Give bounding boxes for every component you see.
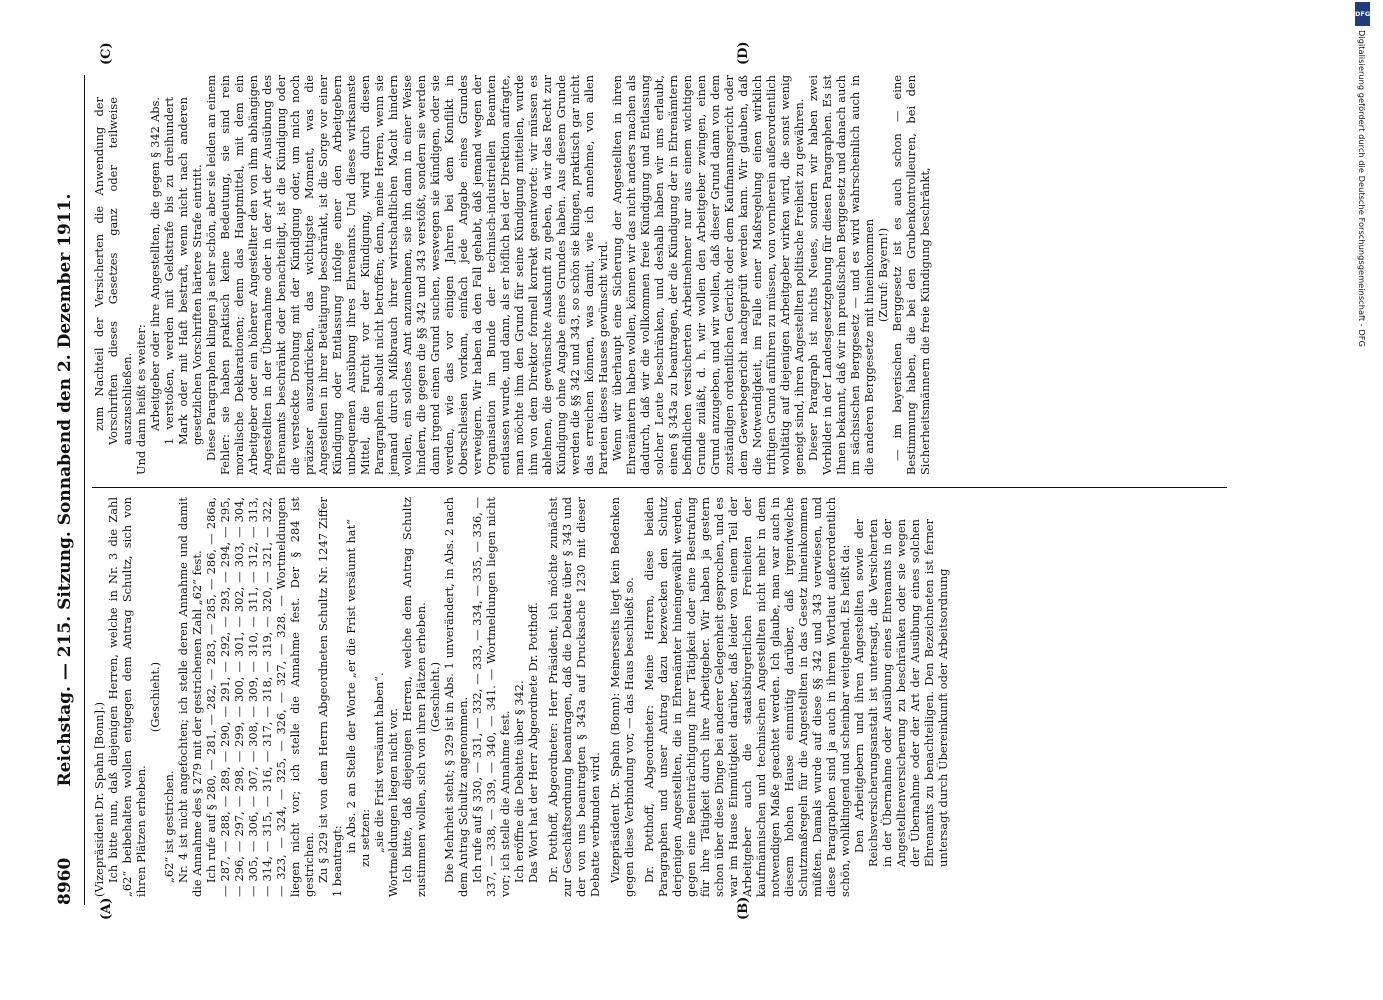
paragraph: „sie die Frist versäumt haben“. — [372, 672, 386, 853]
paragraph: Arbeitgeber oder ihre Angestellten, die gegen § 342 Abs. 1 verstoßen, werden mit Geldstrafe bis zu dreihundert Mark oder mit Haft bestraft, wenn nicht nach anderen gesetzlichen Vorschriften härtere Strafe eintritt. — [148, 97, 204, 445]
paragraph: Ich rufe auf § 330, — 331, — 332, — 333, — 334, — 335, — 336, — 337, — 338, — 339, — 340, — 341. — Wortmeldungen liegen nicht vor; ich stelle die Annahme fest. — [470, 497, 512, 897]
paragraph: Wortmeldungen liegen nicht vor. — [386, 708, 400, 897]
paragraph: Ich eröffne die Debatte über § 342. — [512, 680, 526, 883]
digitization-note-text: Digitalisierung gefördert durch die Deutsche Forschungsgemeinschaft - DFG — [1357, 30, 1367, 347]
dfg-logo: DFG — [1355, 2, 1370, 26]
paragraph: Dr. Potthoff, Abgeordneter: Meine Herren, diese beiden Paragraphen und unser Antrag dazu bezwecken den Schutz derjenigen Angestellten, die in Ehrenämter hineingewählt werden, gegen eine Beeinträchtigung ihrer Tätigkeit oder eine Bestrafung für ihre Tätigkeit durch ihre Arbeitgeber. Wir haben ja gestern schon über diese Dinge bei anderer Gelegenheit gesprochen, und es war im Hause Einmütigkeit darüber, daß leider von einem Teil der Arbeitgeber auch die staatsbürgerlichen Freiheiten der kaufmännischen und technischen Angestellten nicht mehr in dem notwendigen Maße geachtet werden. Ich glaube, man war auch in diesem hohen Hause einmütig darüber, daß irgendwelche Schutzmaßregeln für die Angestellten in das Gesetz hineinkommen müßten. Damals wurde auf diese §§ 342 und 343 verwiesen, und diese Paragraphen sind ja auch in ihrem Wortlaut außerordentlich schön, wohlklingend und scheinbar weitgehend. Es heißt da: — [642, 497, 852, 897]
paragraph: (Vizepräsident Dr. Spahn [Bonn].) — [92, 701, 106, 897]
paragraph: — im bayerischen Berggesetz ist es auch schon — eine Bestimmung haben, die bei den Grubenkontrolleuren, bei den Sicherheitsmännern die freie Kündigung beschränkt, — [890, 75, 932, 475]
running-title: Reichstag. — 215. Sitzung. Sonnabend den 2. Dezember 1911. — [55, 193, 75, 787]
paragraph: Ich bitte nun, daß diejenigen Herren, welche in Nr. 3 die Zahl „62“ beibehalten wollen entgegen dem Antrag Schultz, sich von ihren Plätzen erheben. — [106, 497, 148, 897]
paragraph: Vizepräsident Dr. Spahn (Bonn): Meinerseits liegt kein Bedenken gegen diese Verbindung vor, — das Haus beschließt so. — [608, 497, 636, 897]
paragraph: zum Nachteil der Versicherten die Anwendung der Vorschriften dieses Gesetzes ganz oder teilweise auszuschließen. — [92, 97, 134, 445]
margin-letter-a: (A) — [99, 897, 114, 920]
margin-letter-b: (B) — [736, 896, 751, 920]
paragraph: Nr. 4 ist nicht angefochten; ich stelle deren Annahme und damit die Annahme des § 279 mit der gestrichenen Zahl „62“ fest. — [176, 497, 204, 897]
digitization-note — [1355, 30, 1369, 970]
paragraph: „62“ ist gestrichen. — [162, 770, 176, 883]
paragraph: in Abs. 2 an Stelle der Worte „er die Frist versäumt hat“ zu setzen: — [344, 519, 372, 867]
paragraph: Ich rufe auf § 280, — 281, — 282, — 283, — 285, — 286, — 286a, — 287, — 288, — 289, — 290, — 291, — 292, — 293, — 294, — 295, — 296, — 297, — 298, — 299, — 300, — 301, — 302, — 303, — 304, — 305, — 306, — 307, — 308, — 309, — 310, — 311, — 312, — 313, — 314, — 315, — 316, — 317, — 318, — 319, — 320, — 321, — 322, — 323, — 324, — 325, — 326, — 327, — 328. — Wortmeldungen liegen nicht vor; ich stelle die Annahme fest. Der § 284 ist gestrichen. — [204, 497, 316, 897]
paragraph: Und dann heißt es weiter: — [134, 324, 148, 475]
paragraph: Ich bitte, daß diejenigen Herren, welche dem Antrag Schultz zustimmen wollen, sich von ihren Plätzen erheben. — [400, 497, 428, 897]
paragraph: Wenn wir überhaupt eine Sicherung der Angestellten in ihren Ehrenämtern haben wollen, können wir das nicht anders machen als dadurch, daß wir die vollkommen freie Kündigung und Entlassung solcher Leute beschränken, und deshalb haben wir uns erlaubt, einen § 343a zu beantragen, der die Kündigung der in Ehrenämtern befindlichen versicherten Arbeitnehmer nur aus einem wichtigen Grunde zuläßt, d. h. wir wollen den Arbeitgeber zwingen, einen Grund anzugeben, und wir wollen, daß dieser Grund dann von dem zuständigen ordentlichen Gericht oder dem Kaufmannsgericht oder dem Gewerbegericht nachgeprüft werden kann. Wir glauben, daß die Notwendigkeit, im Falle einer Maßregelung einen wirklich triftigen Grund anführen zu müssen, von vornherein außerordentlich wohltätig auf diejenigen Arbeitgeber wirken wird, die sonst wenig geneigt sind, ihren Angestellten politische Freiheit zu gewähren. — [610, 75, 806, 475]
page-header — [55, 75, 83, 905]
page-number: 8960 — [55, 857, 75, 905]
left-column — [92, 497, 950, 897]
paragraph: (Zuruf: Bayern!) — [876, 227, 890, 323]
margin-letter-d: (D) — [736, 41, 751, 65]
paragraph: (Geschieht.) — [148, 661, 162, 733]
paragraph: Dieser Paragraph ist nichts Neues, sondern wir haben zwei Vorbilder in der Landesgesetzgebung für diesen Paragraphen. Es ist Ihnen bekannt, daß wir im preußischen Berggesetz und danach auch im sächsischen Berggesetz — und es wird wahrscheinlich auch in die anderen Berggesetze mit hineinkommen — [806, 75, 876, 475]
paragraph: Diese Paragraphen klingen ja sehr schön, aber sie leiden an einem Fehler: sie haben praktisch keine Bedeutung, sie sind rein moralische Deklarationen; denn das Hauptmittel, mit dem ein Arbeitgeber oder ein höherer Angestellter den von ihm abhängigen Angestellten in der Übernahme oder in der Art der Ausübung des Ehrenamts beschränkt oder benachteiligt, ist die Kündigung oder die versteckte Drohung mit der Kündigung oder, um mich noch präziser auszudrücken, das wichtigste Moment, was die Angestellten in ihrer Betätigung beschränkt, ist die Sorge vor einer Kündigung oder Entlassung infolge einer den Arbeitgebern unbequemen Ausübung ihres Ehrenamts. Und dieses wirksamste Mittel, die Furcht vor der Kündigung, wird durch diesen Paragraphen absolut nicht betroffen; denn, meine Herren, wenn sie jemand durch Mißbrauch ihrer wirtschaftlichen Macht hindern wollen, ein solches Amt anzunehmen, sie ihn dann in einer Weise hindern, die gegen die §§ 342 und 343 verstößt, sondern sie werden dann irgend einen Grund suchen, weswegen sie kündigen, oder sie werden, wie das vor einigen Jahren bei dem Konflikt in Oberschlesien vorkam, einfach jede Angabe eines Grundes verweigern. Wir haben da den Fall gehabt, daß jemand wegen der Organisation im Bunde der technisch-industriellen Beamten entlassen wurde, und dann, als er höflich bei der Direktion anfragte, man möchte ihm den Grund für seine Kündigung mitteilen, wurde ihm von dem Direktor formell korrekt geantwortet: wir müssen es ablehnen, die gewünschte Auskunft zu geben, da wir das Recht zur Kündigung ohne Angabe eines Grundes haben. Aus diesem Grunde werden die §§ 342 und 343, so schön sie klingen, praktisch gar nicht das erreichen können, was damit, wie ich annehme, von allen Parteien dieses Hauses gewünscht wird. — [204, 75, 610, 475]
column-divider — [92, 487, 1227, 488]
margin-letter-c: (C) — [99, 42, 114, 65]
paragraph: Den Arbeitgebern und ihren Angestellten sowie der Reichsversicherungsanstalt ist untersagt, die Versicherten in der Übernahme oder Ausübung eines Ehrenamts in der Angestelltenversicherung zu beschränken oder sie wegen der Übernahme oder der Art der Ausübung eines solchen Ehrenamts zu benachteiligen. Den Bezeichneten ist ferner untersagt durch Übereinkunft oder Arbeitsordnung — [852, 519, 950, 867]
paragraph: Dr. Potthoff, Abgeordneter: Herr Präsident, ich möchte zunächst zur Geschäftsordnung beantragen, daß die Debatte über § 343 und der von uns beantragten § 343a auf Drucksache 1230 mit dieser Debatte verbunden wird. — [546, 497, 602, 897]
paragraph: Zu § 329 ist von dem Herrn Abgeordneten Schultz Nr. 1247 Ziffer 1 beantragt: — [316, 497, 344, 897]
header-rule — [84, 75, 85, 905]
paragraph: (Geschieht.) — [428, 661, 442, 733]
paragraph: Das Wort hat der Herr Abgeordnete Dr. Potthoff. — [526, 602, 540, 883]
paragraph: Die Mehrheit steht; § 329 ist in Abs. 1 unverändert, in Abs. 2 nach dem Antrag Schultz angenommen. — [442, 497, 470, 897]
right-column — [92, 75, 932, 475]
